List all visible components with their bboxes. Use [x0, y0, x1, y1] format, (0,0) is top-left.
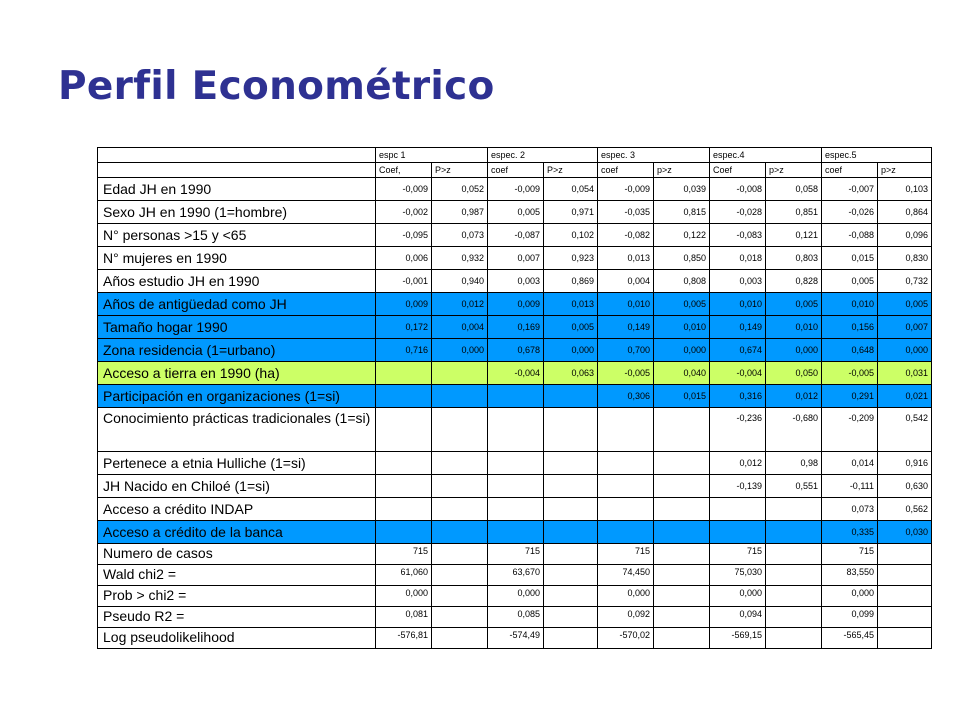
- stat-value: -570,02: [598, 628, 654, 649]
- pvalue-cell: [544, 452, 598, 475]
- stat-label: Numero de casos: [98, 544, 376, 565]
- coef-cell: 0,316: [710, 385, 766, 408]
- header-blank-cell: [98, 148, 376, 163]
- blank-cell: [544, 544, 598, 565]
- variable-label: Años estudio JH en 1990: [98, 270, 376, 293]
- table-row: [98, 362, 932, 385]
- coef-cell: [376, 521, 432, 544]
- blank-cell: [654, 544, 710, 565]
- variable-label: JH Nacido en Chiloé (1=si): [98, 475, 376, 498]
- pvalue-cell: [432, 408, 488, 452]
- coef-cell: [488, 498, 544, 521]
- pvalue-cell: 0,058: [766, 178, 822, 201]
- pvalue-cell: 0,004: [432, 316, 488, 339]
- pvalue-cell: 0,122: [654, 224, 710, 247]
- sub-header: coef: [598, 163, 654, 178]
- stat-value: 0,081: [376, 607, 432, 628]
- coef-cell: -0,002: [376, 201, 432, 224]
- coef-cell: -0,005: [822, 362, 878, 385]
- variable-label: N° personas >15 y <65: [98, 224, 376, 247]
- blank-cell: [878, 586, 932, 607]
- pvalue-cell: 0,971: [544, 201, 598, 224]
- coef-cell: -0,009: [598, 178, 654, 201]
- coef-cell: [598, 475, 654, 498]
- stat-label: Prob > chi2 =: [98, 586, 376, 607]
- pvalue-cell: 0,030: [878, 521, 932, 544]
- pvalue-cell: 0,007: [878, 316, 932, 339]
- pvalue-cell: [544, 408, 598, 452]
- pvalue-cell: 0,052: [432, 178, 488, 201]
- coef-cell: 0,010: [598, 293, 654, 316]
- coef-cell: -0,026: [822, 201, 878, 224]
- coef-cell: -0,095: [376, 224, 432, 247]
- pvalue-cell: 0,063: [544, 362, 598, 385]
- stat-value: 74,450: [598, 565, 654, 586]
- pvalue-cell: 0,850: [654, 247, 710, 270]
- coef-cell: 0,172: [376, 316, 432, 339]
- coef-cell: 0,010: [822, 293, 878, 316]
- pvalue-cell: 0,103: [878, 178, 932, 201]
- pvalue-cell: 0,732: [878, 270, 932, 293]
- pvalue-cell: 0,815: [654, 201, 710, 224]
- coef-cell: -0,004: [488, 362, 544, 385]
- pvalue-cell: 0,010: [654, 316, 710, 339]
- pvalue-cell: [432, 362, 488, 385]
- table-row: [98, 270, 932, 293]
- coef-cell: [376, 475, 432, 498]
- blank-cell: [766, 607, 822, 628]
- pvalue-cell: 0,121: [766, 224, 822, 247]
- pvalue-cell: 0,031: [878, 362, 932, 385]
- coef-cell: 0,156: [822, 316, 878, 339]
- coef-cell: -0,028: [710, 201, 766, 224]
- stat-value: 63,670: [488, 565, 544, 586]
- blank-cell: [654, 565, 710, 586]
- pvalue-cell: -0,680: [766, 408, 822, 452]
- variable-label: Sexo JH en 1990 (1=hombre): [98, 201, 376, 224]
- pvalue-cell: 0,923: [544, 247, 598, 270]
- stat-value: -565,45: [822, 628, 878, 649]
- regression-table: [97, 147, 932, 649]
- spec-header: espc 1: [376, 148, 488, 163]
- table-row: [98, 521, 932, 544]
- blank-cell: [766, 586, 822, 607]
- blank-cell: [878, 607, 932, 628]
- variable-label: Acceso a crédito INDAP: [98, 498, 376, 521]
- coef-cell: -0,009: [488, 178, 544, 201]
- sub-header-row: [98, 163, 932, 178]
- pvalue-cell: 0,864: [878, 201, 932, 224]
- pvalue-cell: [432, 498, 488, 521]
- variable-label: Participación en organizaciones (1=si): [98, 385, 376, 408]
- coef-cell: 0,073: [822, 498, 878, 521]
- table-row: [98, 178, 932, 201]
- coef-cell: [488, 452, 544, 475]
- blank-cell: [878, 565, 932, 586]
- pvalue-cell: [654, 408, 710, 452]
- pvalue-cell: 0,000: [544, 339, 598, 362]
- table-row: [98, 475, 932, 498]
- stat-value: 0,000: [710, 586, 766, 607]
- sub-header: p>z: [766, 163, 822, 178]
- coef-cell: -0,009: [376, 178, 432, 201]
- coef-cell: [376, 408, 432, 452]
- coef-cell: -0,005: [598, 362, 654, 385]
- blank-cell: [878, 628, 932, 649]
- blank-cell: [432, 628, 488, 649]
- page-title: Perfil Econométrico: [58, 64, 495, 109]
- stat-row: [98, 607, 932, 628]
- coef-cell: -0,088: [822, 224, 878, 247]
- coef-cell: 0,716: [376, 339, 432, 362]
- sub-header: Coef: [710, 163, 766, 178]
- pvalue-cell: 0,551: [766, 475, 822, 498]
- coef-cell: 0,015: [822, 247, 878, 270]
- pvalue-cell: [654, 521, 710, 544]
- pvalue-cell: [766, 521, 822, 544]
- variable-label: Zona residencia (1=urbano): [98, 339, 376, 362]
- pvalue-cell: 0,932: [432, 247, 488, 270]
- stat-value: 0,094: [710, 607, 766, 628]
- coef-cell: -0,008: [710, 178, 766, 201]
- blank-cell: [654, 586, 710, 607]
- pvalue-cell: [544, 385, 598, 408]
- sub-header: p>z: [654, 163, 710, 178]
- blank-cell: [766, 544, 822, 565]
- blank-cell: [654, 628, 710, 649]
- table-row: [98, 224, 932, 247]
- coef-cell: 0,149: [710, 316, 766, 339]
- pvalue-cell: 0,98: [766, 452, 822, 475]
- table-row: [98, 385, 932, 408]
- coef-cell: 0,004: [598, 270, 654, 293]
- variable-label: Tamaño hogar 1990: [98, 316, 376, 339]
- stat-value: 0,000: [598, 586, 654, 607]
- coef-cell: 0,149: [598, 316, 654, 339]
- pvalue-cell: 0,005: [878, 293, 932, 316]
- blank-cell: [766, 628, 822, 649]
- stat-value: 715: [376, 544, 432, 565]
- blank-cell: [544, 586, 598, 607]
- coef-cell: 0,014: [822, 452, 878, 475]
- coef-cell: 0,306: [598, 385, 654, 408]
- coef-cell: 0,006: [376, 247, 432, 270]
- coef-cell: [376, 498, 432, 521]
- pvalue-cell: 0,096: [878, 224, 932, 247]
- pvalue-cell: 0,012: [766, 385, 822, 408]
- pvalue-cell: 0,000: [878, 339, 932, 362]
- stat-label: Pseudo R2 =: [98, 607, 376, 628]
- coef-cell: [598, 498, 654, 521]
- coef-cell: -0,001: [376, 270, 432, 293]
- coef-cell: -0,007: [822, 178, 878, 201]
- table-row: [98, 498, 932, 521]
- coef-cell: -0,004: [710, 362, 766, 385]
- table-row: [98, 201, 932, 224]
- pvalue-cell: [766, 498, 822, 521]
- pvalue-cell: 0,542: [878, 408, 932, 452]
- stat-value: -574,49: [488, 628, 544, 649]
- spec-header: espec. 3: [598, 148, 710, 163]
- pvalue-cell: [544, 475, 598, 498]
- pvalue-cell: 0,013: [544, 293, 598, 316]
- table-row: [98, 452, 932, 475]
- blank-cell: [544, 628, 598, 649]
- sub-header: P>z: [432, 163, 488, 178]
- table-row: [98, 293, 932, 316]
- coef-cell: [488, 408, 544, 452]
- blank-cell: [878, 544, 932, 565]
- coef-cell: [376, 385, 432, 408]
- sub-header: P>z: [544, 163, 598, 178]
- pvalue-cell: 0,562: [878, 498, 932, 521]
- stat-value: 715: [822, 544, 878, 565]
- blank-cell: [432, 565, 488, 586]
- coef-cell: [376, 362, 432, 385]
- blank-cell: [654, 607, 710, 628]
- spec-header: espec. 2: [488, 148, 598, 163]
- stat-value: 715: [598, 544, 654, 565]
- blank-cell: [432, 544, 488, 565]
- pvalue-cell: [432, 521, 488, 544]
- pvalue-cell: 0,005: [544, 316, 598, 339]
- coef-cell: 0,003: [710, 270, 766, 293]
- coef-cell: -0,083: [710, 224, 766, 247]
- coef-cell: 0,700: [598, 339, 654, 362]
- pvalue-cell: 0,005: [654, 293, 710, 316]
- blank-cell: [544, 607, 598, 628]
- table-row: [98, 339, 932, 362]
- pvalue-cell: [432, 475, 488, 498]
- coef-cell: [598, 408, 654, 452]
- stat-value: 75,030: [710, 565, 766, 586]
- coef-cell: -0,035: [598, 201, 654, 224]
- stat-value: -569,15: [710, 628, 766, 649]
- coef-cell: 0,648: [822, 339, 878, 362]
- coef-cell: [488, 475, 544, 498]
- stat-value: 83,550: [822, 565, 878, 586]
- pvalue-cell: [654, 452, 710, 475]
- table-row: [98, 316, 932, 339]
- coef-cell: [376, 452, 432, 475]
- stat-row: [98, 586, 932, 607]
- pvalue-cell: [432, 452, 488, 475]
- stat-value: 0,092: [598, 607, 654, 628]
- variable-label: Pertenece a etnia Hulliche (1=si): [98, 452, 376, 475]
- sub-header: p>z: [878, 163, 932, 178]
- pvalue-cell: 0,000: [432, 339, 488, 362]
- coef-cell: -0,209: [822, 408, 878, 452]
- variable-label: N° mujeres en 1990: [98, 247, 376, 270]
- stat-value: 61,060: [376, 565, 432, 586]
- stat-label: Log pseudolikelihood: [98, 628, 376, 649]
- coef-cell: 0,013: [598, 247, 654, 270]
- sub-header: coef: [488, 163, 544, 178]
- blank-cell: [544, 565, 598, 586]
- pvalue-cell: 0,102: [544, 224, 598, 247]
- coef-cell: 0,012: [710, 452, 766, 475]
- blank-cell: [432, 586, 488, 607]
- sub-header: coef: [822, 163, 878, 178]
- coef-cell: [598, 521, 654, 544]
- pvalue-cell: 0,828: [766, 270, 822, 293]
- coef-cell: -0,087: [488, 224, 544, 247]
- stat-value: 0,099: [822, 607, 878, 628]
- stat-label: Wald chi2 =: [98, 565, 376, 586]
- pvalue-cell: [432, 385, 488, 408]
- pvalue-cell: 0,940: [432, 270, 488, 293]
- spec-header: espec.5: [822, 148, 932, 163]
- stat-value: 715: [710, 544, 766, 565]
- coef-cell: 0,169: [488, 316, 544, 339]
- coef-cell: 0,010: [710, 293, 766, 316]
- variable-label: Acceso a crédito de la banca: [98, 521, 376, 544]
- stat-row: [98, 565, 932, 586]
- pvalue-cell: 0,808: [654, 270, 710, 293]
- coef-cell: [598, 452, 654, 475]
- coef-cell: 0,009: [488, 293, 544, 316]
- coef-cell: -0,082: [598, 224, 654, 247]
- pvalue-cell: 0,830: [878, 247, 932, 270]
- header-blank-cell: [98, 163, 376, 178]
- stat-value: -576,81: [376, 628, 432, 649]
- stat-value: 0,000: [376, 586, 432, 607]
- coef-cell: 0,674: [710, 339, 766, 362]
- pvalue-cell: 0,050: [766, 362, 822, 385]
- coef-cell: 0,018: [710, 247, 766, 270]
- variable-label: Conocimiento prácticas tradicionales (1=si): [98, 408, 376, 452]
- pvalue-cell: 0,000: [654, 339, 710, 362]
- pvalue-cell: 0,851: [766, 201, 822, 224]
- pvalue-cell: 0,005: [766, 293, 822, 316]
- stat-value: 0,000: [488, 586, 544, 607]
- coef-cell: -0,236: [710, 408, 766, 452]
- coef-cell: 0,291: [822, 385, 878, 408]
- pvalue-cell: [654, 498, 710, 521]
- table-row: [98, 247, 932, 270]
- coef-cell: [488, 521, 544, 544]
- blank-cell: [432, 607, 488, 628]
- pvalue-cell: 0,987: [432, 201, 488, 224]
- spec-header: espec.4: [710, 148, 822, 163]
- sub-header: Coef,: [376, 163, 432, 178]
- coef-cell: 0,009: [376, 293, 432, 316]
- coef-cell: 0,003: [488, 270, 544, 293]
- spec-header-row: [98, 148, 932, 163]
- coef-cell: [710, 521, 766, 544]
- pvalue-cell: 0,012: [432, 293, 488, 316]
- pvalue-cell: 0,010: [766, 316, 822, 339]
- coef-cell: [710, 498, 766, 521]
- stat-value: 0,000: [822, 586, 878, 607]
- stat-row: [98, 628, 932, 649]
- pvalue-cell: 0,073: [432, 224, 488, 247]
- pvalue-cell: 0,021: [878, 385, 932, 408]
- pvalue-cell: [544, 521, 598, 544]
- pvalue-cell: 0,015: [654, 385, 710, 408]
- stat-value: 715: [488, 544, 544, 565]
- coef-cell: 0,005: [822, 270, 878, 293]
- coef-cell: -0,111: [822, 475, 878, 498]
- coef-cell: 0,678: [488, 339, 544, 362]
- coef-cell: -0,139: [710, 475, 766, 498]
- pvalue-cell: [544, 498, 598, 521]
- blank-cell: [766, 565, 822, 586]
- pvalue-cell: 0,054: [544, 178, 598, 201]
- pvalue-cell: 0,630: [878, 475, 932, 498]
- pvalue-cell: [654, 475, 710, 498]
- variable-label: Años de antigüedad como JH: [98, 293, 376, 316]
- variable-label: Acceso a tierra en 1990 (ha): [98, 362, 376, 385]
- table-body: [98, 148, 932, 649]
- pvalue-cell: 0,803: [766, 247, 822, 270]
- coef-cell: [488, 385, 544, 408]
- variable-label: Edad JH en 1990: [98, 178, 376, 201]
- stat-row: [98, 544, 932, 565]
- pvalue-cell: 0,000: [766, 339, 822, 362]
- pvalue-cell: 0,040: [654, 362, 710, 385]
- pvalue-cell: 0,039: [654, 178, 710, 201]
- coef-cell: 0,335: [822, 521, 878, 544]
- pvalue-cell: 0,869: [544, 270, 598, 293]
- pvalue-cell: 0,916: [878, 452, 932, 475]
- coef-cell: 0,005: [488, 201, 544, 224]
- table-row: [98, 408, 932, 452]
- coef-cell: 0,007: [488, 247, 544, 270]
- stat-value: 0,085: [488, 607, 544, 628]
